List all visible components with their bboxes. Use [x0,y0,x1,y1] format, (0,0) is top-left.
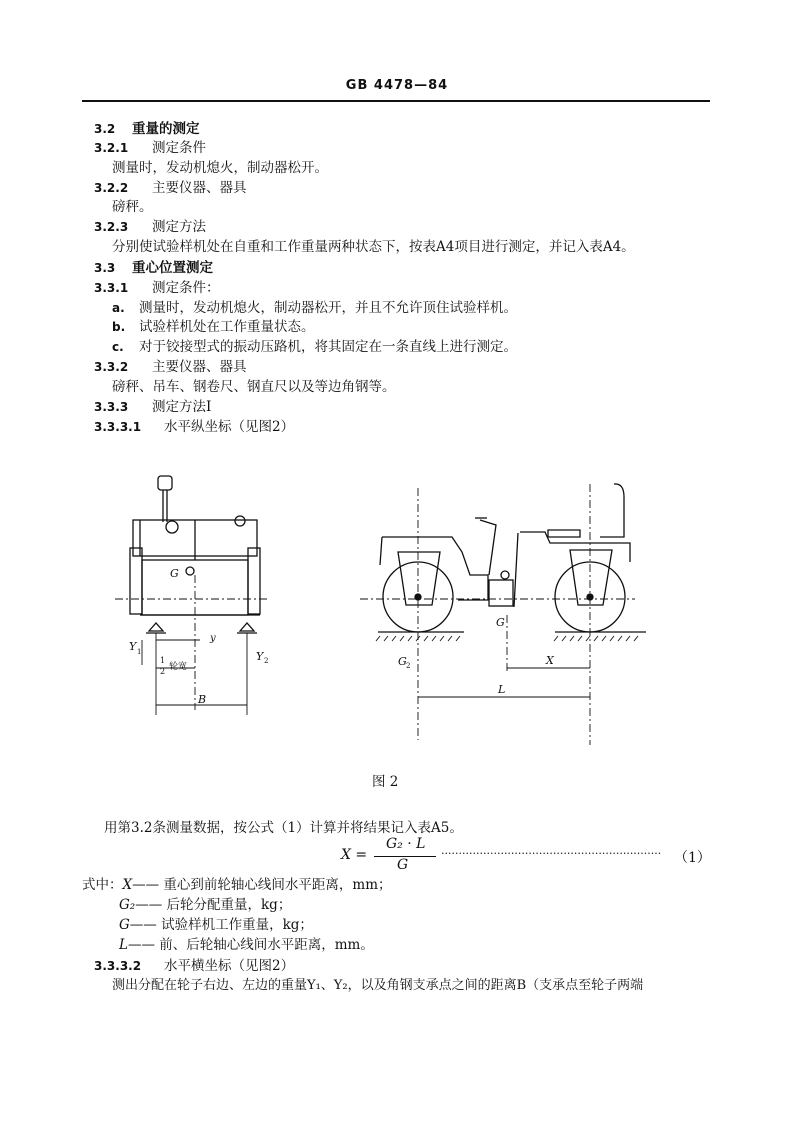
section-3-3-3-2 [94,957,294,975]
list-marker: a. [112,301,125,315]
label-g-side: G [496,616,505,629]
formula-number: （1） [674,850,711,866]
list-text: 对于铰接型式的振动压路机，将其固定在一条直线上进行测定。 [139,339,517,355]
definition-symbol: G₂ [119,897,136,913]
section-number: 3.3 [94,261,116,275]
definition-row [119,936,374,954]
label-wheel-width: 轮宽 [169,662,188,672]
side-view-labels [398,616,555,696]
formula-intro: 用第3.2条测量数据，按公式（1）计算并将结果记入表A5。 [104,820,463,836]
definition-text: —— 重心到前轮轴心线间水平距离，mm； [132,877,392,893]
section-body: 分别使试验样机处在自重和工作重量两种状态下，按表A4项目进行测定，并记入表A4。 [112,239,635,255]
section-number: 3.3.3.1 [94,420,142,434]
label-y1-sub: 1 [137,648,142,656]
section-number: 3.3.1 [94,281,129,295]
list-marker: c. [112,340,124,354]
formula-numerator: G₂ · L [386,836,426,852]
definition-row [119,916,313,934]
label-g2-sub: 2 [406,662,411,670]
definition-symbol: L [119,937,128,953]
label-g: G [170,567,179,580]
formula-denominator: G [397,857,409,873]
label-g2: G [398,655,407,668]
label-x: X [546,654,554,667]
section-number: 3.2.1 [94,141,129,155]
label-b: B [198,693,207,706]
section-number: 3.2.2 [94,181,129,195]
section-title: 测定条件 [152,140,206,156]
front-view-dims [115,575,268,715]
side-view-dims [360,484,635,745]
section-title: 重心位置测定 [132,260,213,276]
section-title: 主要仪器、器具 [152,359,247,375]
formula-leader: ······························································· [441,847,662,860]
definition-text: —— 试验样机工作重量，kg； [129,917,313,933]
label-y: y [210,633,216,644]
section-number: 3.3.2 [94,360,129,374]
label-half-denominator: 2 [160,667,166,676]
section-title: 水平横坐标（见图2） [164,958,295,974]
definition-text: —— 后轮分配重量，kg； [135,897,292,913]
figure-caption: 图 2 [372,774,399,790]
section-number: 3.2.3 [94,220,129,234]
definition-symbol: G [119,917,130,933]
section-title: 主要仪器、器具 [152,180,247,196]
definition-row [119,896,291,914]
section-title: 测定条件： [152,280,220,296]
list-text: 试验样机处在工作重量状态。 [139,319,315,335]
definition-prefix: 式中： [82,877,123,893]
section-body: 测出分配在轮子右边、左边的重量Y₁、Y₂，以及角钢支承点之间的距离B（支承点至轮子两端 [112,978,644,993]
page-header-title: GB 4478—84 [345,78,449,93]
label-l: L [498,683,506,696]
label-y2-sub: 2 [264,657,269,665]
list-text: 测量时，发动机熄火，制动器松开，并且不允许顶住试验样机。 [139,300,517,316]
section-number: 3.2 [94,122,116,136]
section-body: 测量时，发动机熄火，制动器松开。 [112,160,328,176]
definition-row [82,876,392,894]
formula-lhs: X = [341,847,368,863]
section-body: 磅秤。 [112,199,153,215]
label-y1: Y [129,640,137,653]
section-title: 水平纵坐标（见图2） [164,419,295,435]
section-title: 重量的测定 [132,121,200,137]
list-marker: b. [112,320,126,334]
label-y2: Y [256,650,264,663]
section-title: 测定方法 [152,219,206,235]
section-number: 3.3.3 [94,400,129,414]
section-title: 测定方法Ⅰ [152,399,212,415]
label-half-numerator: 1 [160,656,166,665]
definition-text: —— 前、后轮轴心线间水平距离，mm。 [127,937,374,953]
section-number: 3.3.3.2 [94,959,142,973]
section-body: 磅秤、吊车、钢卷尺、钢直尺以及等边角钢等。 [112,379,396,395]
definition-symbol: X [122,877,133,893]
